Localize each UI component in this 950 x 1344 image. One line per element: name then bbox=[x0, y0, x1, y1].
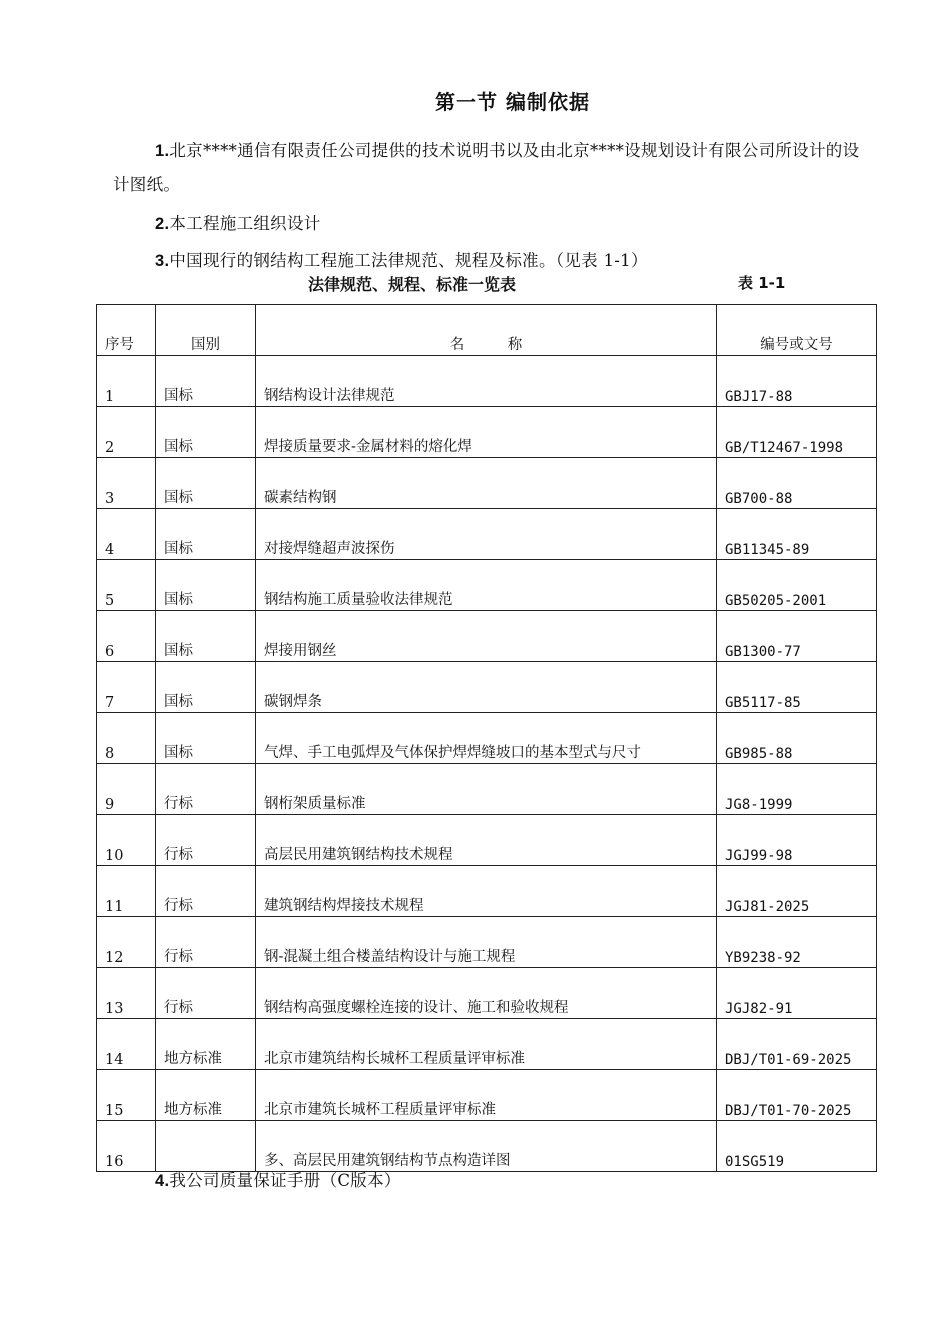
cell-no: 9 bbox=[97, 764, 156, 815]
cell-name: 北京市建筑长城杯工程质量评审标准 bbox=[256, 1070, 717, 1121]
header-name: 名 称 bbox=[256, 305, 717, 356]
table-caption-title: 法律规范、规程、标准一览表 bbox=[308, 275, 517, 294]
header-code: 编号或文号 bbox=[717, 305, 877, 356]
cell-no: 11 bbox=[97, 866, 156, 917]
cell-no: 12 bbox=[97, 917, 156, 968]
cell-no: 15 bbox=[97, 1070, 156, 1121]
table-row bbox=[97, 356, 877, 407]
paragraph-text: 中国现行的钢结构工程施工法律规范、规程及标准。（见表 1-1） bbox=[169, 251, 648, 270]
paragraph-1 bbox=[113, 134, 873, 201]
table-row bbox=[97, 764, 877, 815]
cell-code: GB700-88 bbox=[717, 458, 877, 509]
cell-name: 碳钢焊条 bbox=[256, 662, 717, 713]
standards-table bbox=[96, 304, 877, 1172]
cell-code: JG8-1999 bbox=[717, 764, 877, 815]
cell-code: JGJ99-98 bbox=[717, 815, 877, 866]
table-row bbox=[97, 815, 877, 866]
paragraph-number: 4. bbox=[155, 1172, 170, 1190]
table-row bbox=[97, 1019, 877, 1070]
cell-no: 16 bbox=[97, 1121, 156, 1172]
cell-code: JGJ82-91 bbox=[717, 968, 877, 1019]
cell-type: 行标 bbox=[156, 815, 256, 866]
cell-code: DBJ/T01-69-2025 bbox=[717, 1019, 877, 1070]
table-row bbox=[97, 407, 877, 458]
cell-type: 行标 bbox=[156, 764, 256, 815]
table-row bbox=[97, 1070, 877, 1121]
cell-type: 行标 bbox=[156, 866, 256, 917]
cell-no: 5 bbox=[97, 560, 156, 611]
cell-type: 国标 bbox=[156, 662, 256, 713]
table-row bbox=[97, 509, 877, 560]
cell-code: GB50205-2001 bbox=[717, 560, 877, 611]
cell-code: GBJ17-88 bbox=[717, 356, 877, 407]
table-row bbox=[97, 917, 877, 968]
cell-type: 行标 bbox=[156, 917, 256, 968]
cell-name: 钢桁架质量标准 bbox=[256, 764, 717, 815]
cell-type: 国标 bbox=[156, 611, 256, 662]
cell-name: 钢-混凝土组合楼盖结构设计与施工规程 bbox=[256, 917, 717, 968]
cell-type: 地方标准 bbox=[156, 1019, 256, 1070]
cell-name: 高层民用建筑钢结构技术规程 bbox=[256, 815, 717, 866]
table-row bbox=[97, 713, 877, 764]
cell-code: DBJ/T01-70-2025 bbox=[717, 1070, 877, 1121]
header-no: 序号 bbox=[97, 305, 156, 356]
cell-no: 4 bbox=[97, 509, 156, 560]
cell-code: JGJ81-2025 bbox=[717, 866, 877, 917]
table-row bbox=[97, 458, 877, 509]
table-row bbox=[97, 662, 877, 713]
cell-code: GB1300-77 bbox=[717, 611, 877, 662]
paragraph-number: 3. bbox=[155, 252, 170, 270]
cell-name: 多、高层民用建筑钢结构节点构造详图 bbox=[256, 1121, 717, 1172]
section-title: 第一节 编制依据 bbox=[435, 90, 590, 114]
cell-no: 14 bbox=[97, 1019, 156, 1070]
cell-name: 北京市建筑结构长城杯工程质量评审标准 bbox=[256, 1019, 717, 1070]
cell-code: GB985-88 bbox=[717, 713, 877, 764]
cell-type: 国标 bbox=[156, 713, 256, 764]
cell-type: 国标 bbox=[156, 356, 256, 407]
paragraph-text: 我公司质量保证手册（C版本） bbox=[169, 1171, 401, 1190]
cell-type: 国标 bbox=[156, 458, 256, 509]
cell-code: GB/T12467-1998 bbox=[717, 407, 877, 458]
cell-code: YB9238-92 bbox=[717, 917, 877, 968]
table-row bbox=[97, 968, 877, 1019]
cell-type: 国标 bbox=[156, 509, 256, 560]
paragraph-2 bbox=[113, 207, 873, 241]
cell-type: 国标 bbox=[156, 407, 256, 458]
cell-code: GB11345-89 bbox=[717, 509, 877, 560]
cell-name: 建筑钢结构焊接技术规程 bbox=[256, 866, 717, 917]
cell-no: 13 bbox=[97, 968, 156, 1019]
cell-no: 1 bbox=[97, 356, 156, 407]
paragraph-4 bbox=[113, 1164, 873, 1198]
cell-type: 行标 bbox=[156, 968, 256, 1019]
cell-no: 2 bbox=[97, 407, 156, 458]
table-row bbox=[97, 611, 877, 662]
paragraph-text: 北京****通信有限责任公司提供的技术说明书以及由北京****设规划设计有限公司所设计的设计图纸。 bbox=[113, 141, 860, 194]
table-header-row bbox=[97, 305, 877, 356]
cell-code: GB5117-85 bbox=[717, 662, 877, 713]
cell-no: 8 bbox=[97, 713, 156, 764]
cell-code: 01SG519 bbox=[717, 1121, 877, 1172]
cell-no: 7 bbox=[97, 662, 156, 713]
table-row bbox=[97, 560, 877, 611]
cell-name: 气焊、手工电弧焊及气体保护焊焊缝坡口的基本型式与尺寸 bbox=[256, 713, 717, 764]
header-type: 国别 bbox=[156, 305, 256, 356]
cell-name: 对接焊缝超声波探伤 bbox=[256, 509, 717, 560]
cell-no: 10 bbox=[97, 815, 156, 866]
cell-name: 焊接质量要求-金属材料的熔化焊 bbox=[256, 407, 717, 458]
cell-no: 6 bbox=[97, 611, 156, 662]
cell-name: 钢结构设计法律规范 bbox=[256, 356, 717, 407]
cell-name: 焊接用钢丝 bbox=[256, 611, 717, 662]
cell-name: 钢结构高强度螺栓连接的设计、施工和验收规程 bbox=[256, 968, 717, 1019]
table-row bbox=[97, 866, 877, 917]
paragraph-text: 本工程施工组织设计 bbox=[169, 214, 321, 233]
cell-type: 国标 bbox=[156, 560, 256, 611]
cell-type: 地方标准 bbox=[156, 1070, 256, 1121]
paragraph-number: 1. bbox=[155, 142, 170, 160]
cell-no: 3 bbox=[97, 458, 156, 509]
cell-name: 碳素结构钢 bbox=[256, 458, 717, 509]
table-caption-number: 表 1-1 bbox=[738, 274, 786, 292]
cell-name: 钢结构施工质量验收法律规范 bbox=[256, 560, 717, 611]
paragraph-number: 2. bbox=[155, 215, 170, 233]
